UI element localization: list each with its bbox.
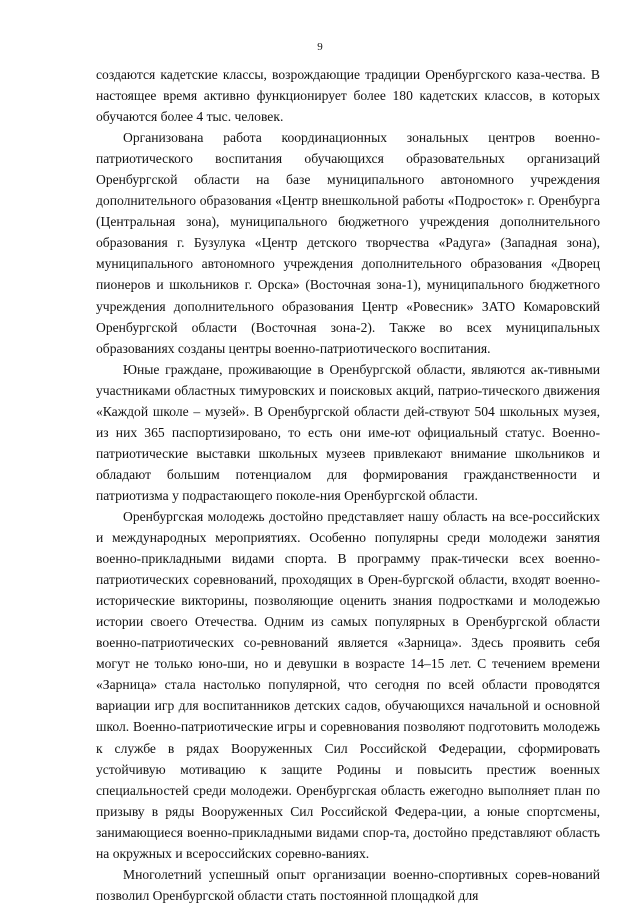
- paragraph-school-museums: Юные граждане, проживающие в Оренбургской области, являются ак-тивными участниками областных тимуровских и поисковых акций, патрио-тического движения «Каждой школе – музей». В Оренбургской области дей-ствуют 504 школьных музея, из них 365 паспортизировано, то есть они име-ют официальный статус. Военно-патриотические выставки школьных музеев привлекают внимание школьников и обладают большим потенциалом для формирования гражданственности и патриотизма у подрастающего поколе-ния Оренбургской области.: [96, 361, 600, 503]
- paragraph-coordination-centers: Организована работа координационных зональных центров военно-патриотического воспитания обучающихся образовательных организаций Оренбургской области на базе муниципального автономного учреждения дополнительного образования «Центр внешкольной работы «Подросток» г. Оренбурга (Центральная зона), муниципального бюджетного учреждения дополнительного образования г. Бузулука «Центр детского творчества «Радуга» (Западная зона), муниципального автономного учреждения дополнительного образования «Дворец пионеров и школьников г. Орска» (Восточная зона-1), муниципального бюджетного учреждения дополнительного образования Центр «Ровесник» ЗАТО Комаровский Оренбургской области (Восточная зона-2). Также во всех муниципальных образованиях созданы центры военно-патриотического воспитания.: [96, 130, 600, 356]
- paragraph-sports-experience: Многолетний успешный опыт организации военно-спортивных сорев-нований позволил Оренбургской области стать постоянной площадкой для: [96, 866, 600, 903]
- document-body: [96, 64, 600, 906]
- paragraph-cadet-classes: создаются кадетские классы, возрождающие традиции Оренбургского каза-чества. В настоящее время активно функционирует более 180 кадетских классов, в которых обучаются более 4 тыс. человек.: [96, 67, 600, 125]
- paragraph-youth-competitions: Оренбургская молодежь достойно представляет нашу область на все-российских и международных мероприятиях. Особенно популярны среди молодежи занятия военно-прикладными видами спорта. В программу прак-тически всех военно-патриотических соревнований, проходящих в Орен-бургской области, входят военно-исторические викторины, позволяющие оценить знания подростками и молодежью истории своего Отечества. Одним из самых популярных в Оренбургской области военно-патриотических со-ревнований является «Зарница». Здесь проявить себя могут не только юно-ши, но и девушки в возрасте 14–15 лет. С течением времени «Зарница» стала настолько популярной, что сегодня по всей области проводятся вариации игр для воспитанников детских садов, обучающихся начальной и основной школ. Военно-патриотические игры и соревнования позволяют подготовить молодежь к службе в рядах Вооруженных Сил Российской Федерации, сформировать устойчивую мотивацию к защите Родины и повысить престиж военных специальностей среди молодежи. Оренбургская область ежегодно выполняет план по призыву в ряды Вооруженных Сил Российской Федера-ции, а юные спортсмены, занимающиеся военно-прикладными видами спор-та, достойно представляют область на окружных и всероссийских соревно-ваниях.: [96, 508, 600, 861]
- page-number: 9: [317, 41, 323, 53]
